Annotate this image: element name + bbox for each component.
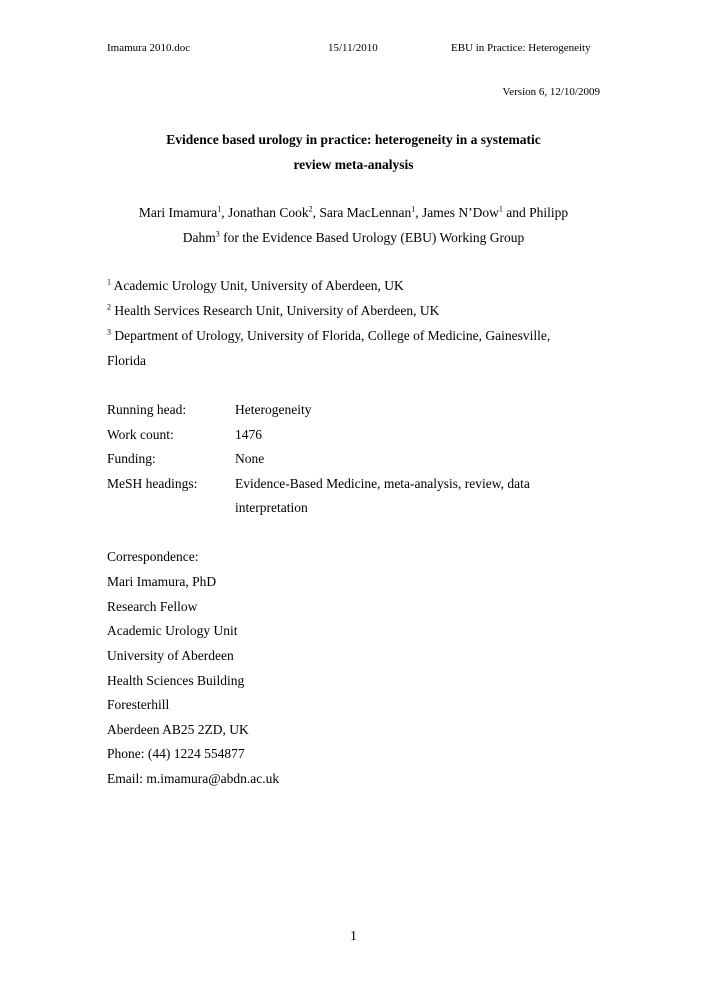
affiliation-text: Florida [107,353,146,368]
author-sup: 1 [498,204,503,214]
author-sup: 1 [217,204,222,214]
meta-value-mesh: Evidence-Based Medicine, meta-analysis, review, data [235,476,530,491]
header-filename: Imamura 2010.doc [107,42,191,54]
correspondence-position: Research Fellow [107,599,198,614]
affiliation-3-cont [107,353,146,369]
page-number: 1 [350,928,357,943]
meta-value-running-head: Heterogeneity [235,402,312,417]
meta-value-work-count: 1476 [235,427,262,442]
correspondence-name: Mari Imamura, PhD [107,574,217,589]
header-date: 15/11/2010 [328,42,378,54]
page-title-line2: review meta-analysis [293,157,414,172]
author-name: and Philipp [502,205,569,220]
correspondence-city: Aberdeen AB25 2ZD, UK [107,722,249,737]
correspondence-building: Health Sciences Building [107,673,245,688]
author-group: for the Evidence Based Urology (EBU) Working Group [219,230,525,245]
affiliation-3 [107,328,550,344]
meta-label-running-head: Running head: [107,402,187,417]
authors-line2 [0,230,707,246]
affiliation-sup: 3 [107,327,111,337]
author-name: , James N’Dow [415,205,499,220]
affiliation-sup: 1 [107,277,111,287]
affiliation-2 [107,303,439,319]
affiliation-text: Health Services Research Unit, University of Aberdeen, UK [111,303,440,318]
affiliation-text: Academic Urology Unit, University of Aberdeen, UK [111,278,404,293]
author-name: Dahm [182,230,216,245]
correspondence-university: University of Aberdeen [107,648,234,663]
correspondence-email: Email: m.imamura@abdn.ac.uk [107,771,280,786]
author-sup: 1 [411,204,416,214]
meta-label-funding: Funding: [107,451,156,466]
affiliation-sup: 2 [107,302,111,312]
meta-value-funding: None [235,451,265,466]
author-name: , Jonathan Cook [221,205,309,220]
page-title-line1: Evidence based urology in practice: heterogeneity in a systematic [166,132,541,147]
author-name: , Sara MacLennan [312,205,412,220]
correspondence-heading: Correspondence: [107,549,199,564]
header-running-title: EBU in Practice: Heterogeneity [451,42,591,54]
affiliation-1 [107,278,404,294]
authors-line1 [0,205,707,221]
author-sup: 3 [215,229,220,239]
author-name: Mari Imamura [138,205,218,220]
meta-label-mesh: MeSH headings: [107,476,198,491]
correspondence-phone: Phone: (44) 1224 554877 [107,746,245,761]
affiliation-text: Department of Urology, University of Florida, College of Medicine, Gainesville, [111,328,551,343]
meta-value-mesh-cont: interpretation [235,500,308,515]
correspondence-area: Foresterhill [107,697,170,712]
version-line: Version 6, 12/10/2009 [502,86,600,98]
author-sup: 2 [308,204,313,214]
meta-label-work-count: Work count: [107,427,174,442]
correspondence-unit: Academic Urology Unit [107,623,238,638]
